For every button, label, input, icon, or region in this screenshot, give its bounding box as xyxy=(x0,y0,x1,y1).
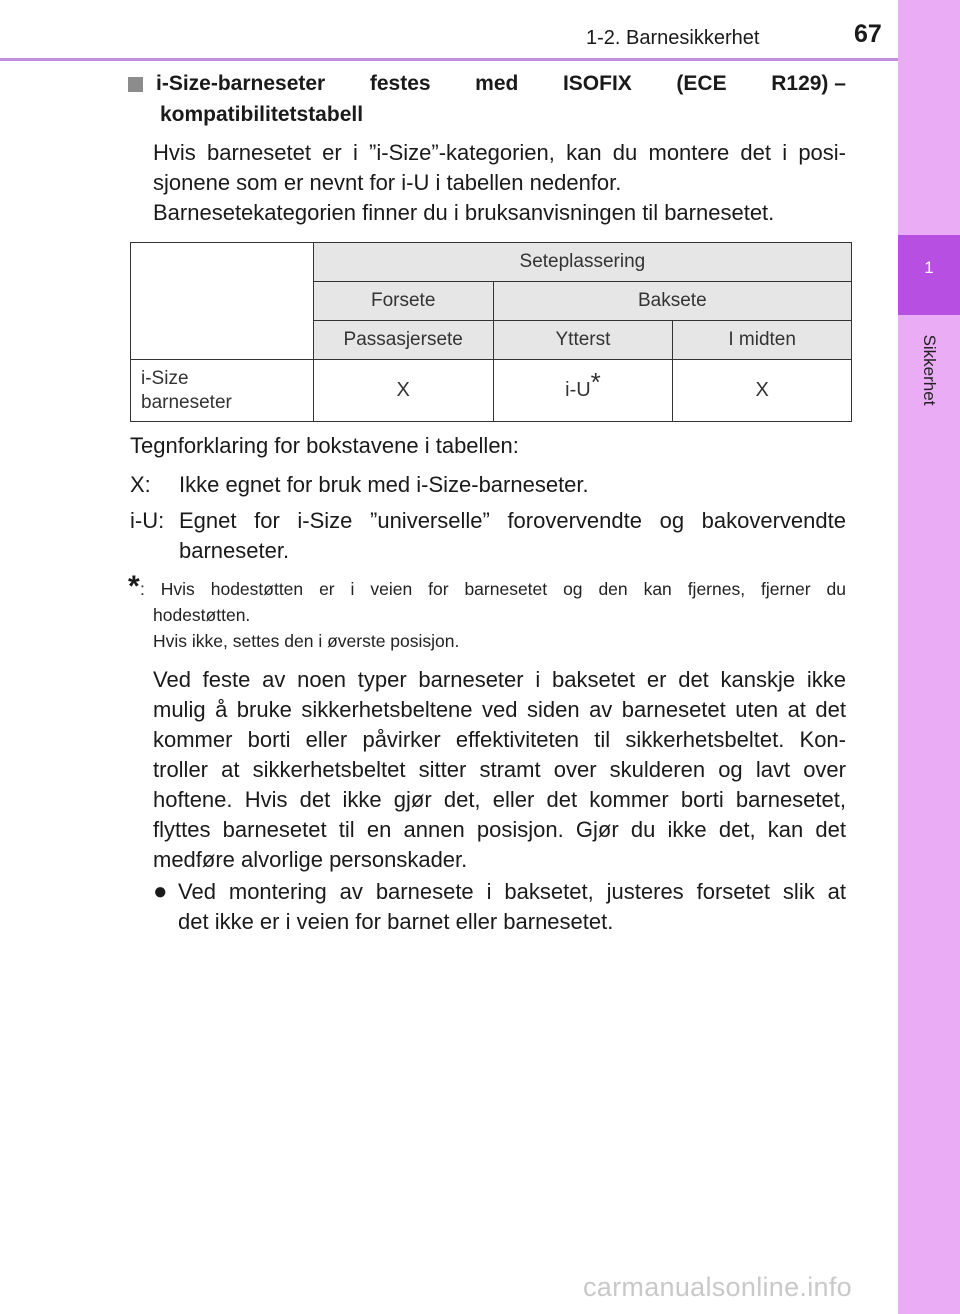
chapter-side-strip xyxy=(898,0,960,1314)
heading-word: (ECE xyxy=(676,72,727,95)
body-text: troller at sikkerhetsbeltet sitter stramt over skulderen og lavt over xyxy=(153,757,846,782)
front-seat-header: Forsete xyxy=(313,282,493,321)
heading-word: festes xyxy=(369,72,431,95)
footnote-asterisk: * xyxy=(128,570,140,603)
chapter-label: Sikkerhet xyxy=(920,334,939,406)
passenger-seat-value: X xyxy=(313,360,493,422)
table-row xyxy=(131,360,852,422)
passenger-seat-header: Passasjersete xyxy=(313,321,493,360)
legend-key: i-U: xyxy=(130,508,165,533)
heading-word: i-Size-barneseter xyxy=(156,72,326,95)
body-text: Ved feste av noen typer barneseter i baksetet er det kanskje ikke xyxy=(153,667,846,692)
heading-word: med xyxy=(475,72,519,95)
footnote-text: Hvis ikke, settes den i øverste posisjon. xyxy=(153,631,460,651)
bullet-text: det ikke er i veien for barnet eller barnesetet. xyxy=(178,909,614,934)
heading-word: R129) – xyxy=(771,72,846,95)
footnote-mark: * xyxy=(590,367,601,398)
intro-text: Barnesetekategorien finner du i bruksanvisningen til barnesetet. xyxy=(153,200,775,225)
bullet-dot-icon: ● xyxy=(153,878,168,905)
row-label: i-Size barneseter xyxy=(131,360,314,422)
middle-seat-value: X xyxy=(673,360,852,422)
body-text: medføre alvorlige personskader. xyxy=(153,847,468,872)
legend-text: barneseter. xyxy=(179,538,290,563)
body-text: mulig å bruke sikkerhetsbeltene ved siden av barnesetet uten at det xyxy=(153,697,846,722)
body-text: flyttes barnesetet til en annen posisjon. Gjør du ikke det, kan det xyxy=(153,817,846,842)
section-title: 1-2. Barnesikkerhet xyxy=(586,27,760,49)
section-heading-line1 xyxy=(156,72,846,96)
intro-text: Hvis barnesetet er i ”i-Size”-kategorien, kan du montere det i posi- xyxy=(153,140,846,165)
section-heading-line2: kompatibilitetstabell xyxy=(160,103,364,126)
middle-seat-header: I midten xyxy=(673,321,852,360)
compatibility-table xyxy=(130,242,852,422)
legend-intro: Tegnforklaring for bokstavene i tabellen: xyxy=(130,433,519,458)
footnote-text: : Hvis hodestøtten er i veien for barnesetet og den kan fjernes, fjerner du xyxy=(140,579,846,599)
table-corner-cell xyxy=(131,243,314,360)
seat-position-header: Seteplassering xyxy=(313,243,851,282)
heading-word: ISOFIX xyxy=(562,72,632,95)
chapter-number: 1 xyxy=(924,258,934,277)
legend-text: Egnet for i-Size ”universelle” forovervendte og bakovervendte xyxy=(179,508,846,533)
outer-seat-header: Ytterst xyxy=(493,321,673,360)
bullet-text: Ved montering av barnesete i baksetet, justeres forsetet slik at xyxy=(178,879,846,904)
outer-seat-value: i-U* xyxy=(493,360,673,422)
footnote-text: hodestøtten. xyxy=(153,605,251,625)
page-number: 67 xyxy=(854,20,882,48)
body-text: kommer borti eller påvirker effektiviteten til sikkerhetsbeltet. Kon- xyxy=(153,727,846,752)
watermark: carmanualsonline.info xyxy=(583,1272,852,1302)
rear-seat-header: Baksete xyxy=(493,282,851,321)
legend-key: X: xyxy=(130,472,151,497)
intro-text: sjonene som er nevnt for i-U i tabellen nedenfor. xyxy=(153,170,622,195)
heading-square-icon xyxy=(128,77,143,92)
legend-text: Ikke egnet for bruk med i-Size-barneseter. xyxy=(179,472,589,497)
header-divider xyxy=(0,58,898,61)
body-text: hoftene. Hvis det ikke gjør det, eller det kommer borti barnesetet, xyxy=(153,787,846,812)
